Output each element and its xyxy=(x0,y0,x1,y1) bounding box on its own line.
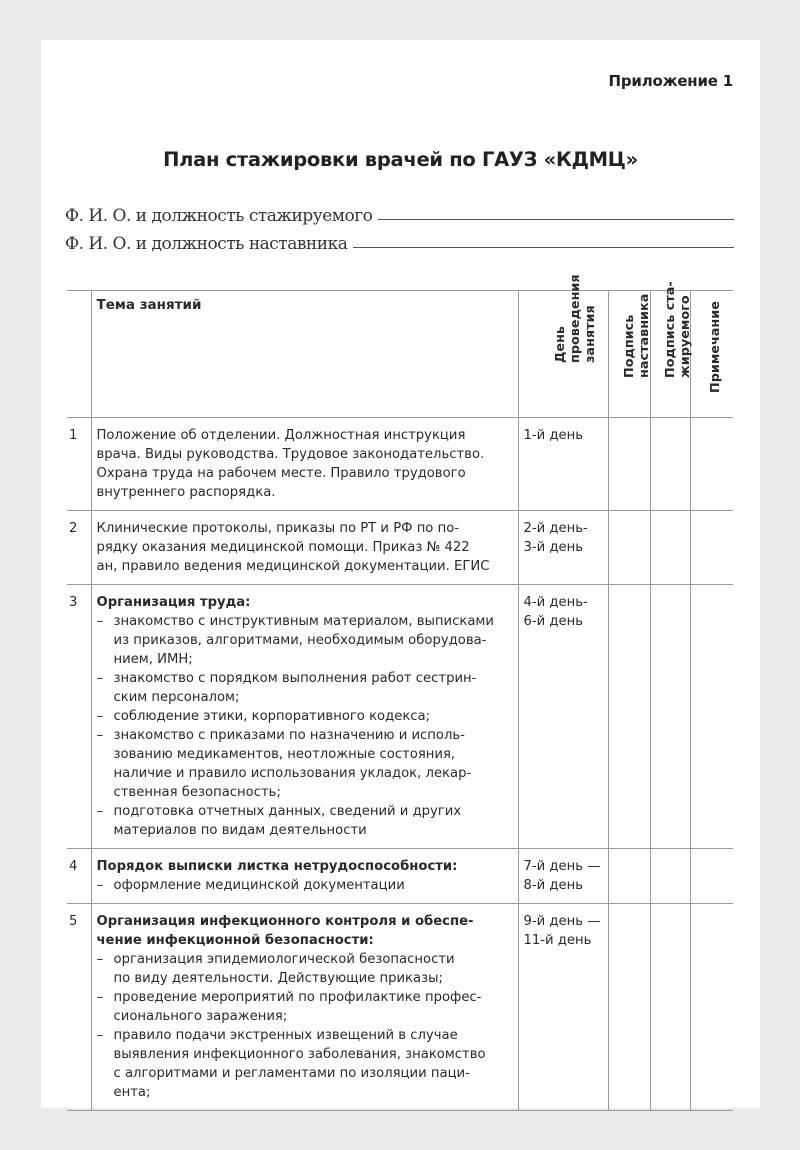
mentor-signature-cell[interactable] xyxy=(608,904,650,1111)
trainee-signature-cell[interactable] xyxy=(650,904,690,1111)
day-line: 11-й день xyxy=(523,933,592,948)
table-row xyxy=(67,511,733,585)
day-line: 8-й день xyxy=(523,878,584,893)
header-label-line: занятия xyxy=(583,305,598,363)
mentor-signature-cell[interactable] xyxy=(608,418,650,511)
topic-item-line: – организация эпидемиологической безопасности xyxy=(113,952,455,967)
header-note-label xyxy=(708,301,723,393)
trainee-signature-cell[interactable] xyxy=(650,511,690,585)
appendix-label: Приложение 1 xyxy=(608,72,733,90)
topic-item-line: зованию медикаментов, неотложные состояния, xyxy=(113,747,456,762)
topic-item-line: с алгоритмами и регламентами по изоляции паци- xyxy=(113,1066,470,1081)
topic-item-list xyxy=(97,876,514,895)
topic-item-line: – знакомство с порядком выполнения работ сестрин- xyxy=(113,671,477,686)
topic-item-line: ственная безопасность; xyxy=(113,785,281,800)
trainee-name-field xyxy=(65,206,734,226)
row-topic xyxy=(91,849,518,904)
header-day-label xyxy=(553,274,598,363)
topic-title: Порядок выписки листка нетрудоспособности: xyxy=(96,859,458,874)
topic-text-line: рядку оказания медицинской помощи. Приказ № 422 xyxy=(96,540,470,555)
day-line: 9-й день — xyxy=(523,914,601,929)
topic-item-line: материалов по видам деятельности xyxy=(113,823,367,838)
topic-item-line: – знакомство с инструктивным материалом, выписками xyxy=(113,614,494,629)
topic-item-list xyxy=(97,612,514,840)
header-label-line: Примечание xyxy=(708,301,724,393)
table-row xyxy=(67,904,733,1111)
table-row xyxy=(67,418,733,511)
document-page xyxy=(41,40,760,1108)
header-note xyxy=(690,291,733,418)
mentor-signature-cell[interactable] xyxy=(608,511,650,585)
row-topic xyxy=(91,904,518,1111)
trainee-signature-cell[interactable] xyxy=(650,418,690,511)
header-label-line: наставника xyxy=(637,293,652,378)
mentor-signature-cell[interactable] xyxy=(608,849,650,904)
topic-item-line: – знакомство с приказами по назначению и исполь- xyxy=(113,728,465,743)
mentor-name-field xyxy=(65,234,734,254)
topic-text-line: Клинические протоколы, приказы по РТ и РФ по по- xyxy=(96,521,460,536)
row-topic xyxy=(91,511,518,585)
mentor-name-label: Ф. И. О. и должность наставника xyxy=(65,234,348,254)
topic-item-line: наличие и правило использования укладок, лекар- xyxy=(113,766,472,781)
row-number: 2 xyxy=(69,521,78,536)
topic-item xyxy=(97,726,514,802)
topic-text-line: Положение об отделении. Должностная инструкция xyxy=(96,428,466,443)
table-header-row xyxy=(67,291,733,418)
trainee-signature-cell[interactable] xyxy=(650,585,690,849)
topic-item-line: из приказов, алгоритмами, необходимым оборудова- xyxy=(113,633,487,648)
topic-item-line: – соблюдение этики, корпоративного кодекса; xyxy=(113,709,431,724)
topic-item-line: – оформление медицинской документации xyxy=(113,878,405,893)
topic-item xyxy=(97,707,514,726)
topic-item-line: ским персоналом; xyxy=(113,690,240,705)
header-label-line: проведения xyxy=(568,274,583,363)
row-topic xyxy=(91,585,518,849)
header-label-line: Подпись xyxy=(622,314,637,378)
topic-item-line: сионального заражения; xyxy=(113,1009,288,1024)
row-day xyxy=(518,904,608,1111)
topic-item-line: – подготовка отчетных данных, сведений и других xyxy=(113,804,462,819)
document-title: План стажировки врачей по ГАУЗ «КДМЦ» xyxy=(163,148,638,171)
topic-item-list xyxy=(97,950,514,1102)
row-day xyxy=(518,511,608,585)
topic-item xyxy=(97,612,514,669)
topic-text-line: врача. Виды руководства. Трудовое законодательство. xyxy=(96,447,485,462)
topic-item-line: – правило подачи экстренных извещений в случае xyxy=(113,1028,458,1043)
table-row xyxy=(67,585,733,849)
topic-item-line: ента; xyxy=(113,1085,151,1100)
note-cell[interactable] xyxy=(690,418,733,511)
trainee-name-label: Ф. И. О. и должность стажируемого xyxy=(65,206,373,226)
row-topic xyxy=(91,418,518,511)
topic-item-line: нием, ИМН; xyxy=(113,652,193,667)
mentor-signature-cell[interactable] xyxy=(608,585,650,849)
topic-item-line: – проведение мероприятий по профилактике профес- xyxy=(113,990,482,1005)
day-line: 2-й день- xyxy=(523,521,588,536)
day-line: 7-й день — xyxy=(523,859,601,874)
header-label-line: Подпись ста- xyxy=(662,281,678,378)
table-row xyxy=(67,849,733,904)
day-line: 3-й день xyxy=(523,540,584,555)
note-cell[interactable] xyxy=(690,904,733,1111)
topic-text-line: ан, правило ведения медицинской документации. ЕГИС xyxy=(96,559,490,574)
topic-item xyxy=(97,876,514,895)
note-cell[interactable] xyxy=(690,511,733,585)
row-number: 5 xyxy=(69,914,78,929)
header-topic: Тема занятий xyxy=(91,291,518,418)
topic-item xyxy=(97,1026,514,1102)
topic-item xyxy=(97,988,514,1026)
row-number: 1 xyxy=(69,428,78,443)
topic-item-line: выявления инфекционного заболевания, знакомство xyxy=(113,1047,486,1062)
topic-title: чение инфекционной безопасности: xyxy=(96,933,374,948)
topic-text-line: внутреннего распорядка. xyxy=(96,485,276,500)
topic-item xyxy=(97,669,514,707)
trainee-signature-cell[interactable] xyxy=(650,849,690,904)
row-day xyxy=(518,585,608,849)
day-line: 1-й день xyxy=(523,428,584,443)
topic-text-line: Охрана труда на рабочем месте. Правило трудового xyxy=(96,466,466,481)
topic-item xyxy=(97,950,514,988)
day-line: 4-й день- xyxy=(523,595,588,610)
header-label-line: жируемого xyxy=(677,295,693,378)
trainee-name-blank[interactable] xyxy=(378,218,734,220)
day-line: 6-й день xyxy=(523,614,584,629)
note-cell[interactable] xyxy=(690,849,733,904)
header-num xyxy=(67,291,91,418)
topic-item xyxy=(97,802,514,840)
mentor-name-blank[interactable] xyxy=(353,246,734,248)
header-label-line: День xyxy=(553,325,568,363)
row-day xyxy=(518,849,608,904)
topic-title: Организация инфекционного контроля и обеспе- xyxy=(96,914,474,929)
row-number: 4 xyxy=(69,859,78,874)
row-number: 3 xyxy=(69,595,78,610)
topic-item-line: по виду деятельности. Действующие приказы; xyxy=(113,971,443,986)
row-day xyxy=(518,418,608,511)
training-plan-table xyxy=(67,274,733,1111)
topic-title: Организация труда: xyxy=(96,595,251,610)
note-cell[interactable] xyxy=(690,585,733,849)
